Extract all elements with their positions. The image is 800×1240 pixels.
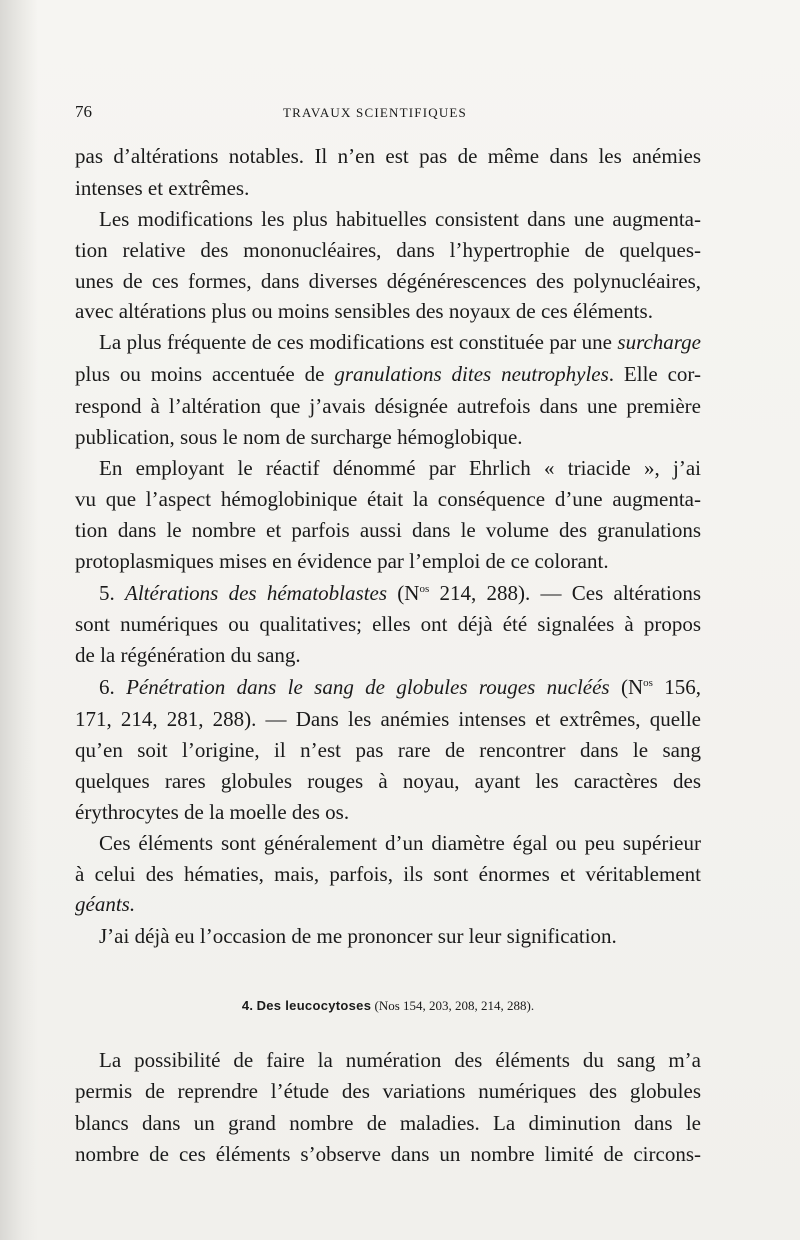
italic-run: surcharge (617, 330, 701, 354)
text-line: vu que l’aspect hémoglobinique était la conséquence d’une augmenta- (75, 487, 701, 511)
text-line: de la régénération du sang. (75, 643, 301, 667)
running-head: TRAVAUX SCIENTIFIQUES (283, 105, 467, 120)
text-run: La plus fréquente de ces modifications est constituée par une (99, 330, 618, 354)
text-run: 156, (652, 675, 701, 699)
text-line: tion dans le nombre et parfois aussi dans le volume des granulations (75, 518, 701, 542)
text-line: tion relative des mononucléaires, dans l’hypertrophie de quelques- (75, 238, 701, 262)
section-number: 4. (241, 998, 254, 1013)
text-line: publication, sous le nom de surcharge hémoglobique. (75, 425, 523, 449)
text-line: Ces éléments sont généralement d’un diamètre égal ou peu supérieur (99, 831, 701, 855)
italic-run: granulations dites neutrophyles (334, 362, 609, 386)
text-line: blancs dans un grand nombre de maladies. La diminution dans le (75, 1111, 701, 1135)
superscript: os (419, 583, 430, 595)
text-line (75, 671, 701, 703)
text-line (75, 326, 701, 358)
text-line: Les modifications les plus habituelles consistent dans une augmenta- (99, 207, 701, 231)
italic-run: Pénétration dans le sang de globules rouges nucléés (126, 675, 610, 699)
text-run: 5. (99, 581, 126, 605)
text-line: unes de ces formes, dans diverses dégénérescences des polynucléaires, (75, 269, 701, 293)
page-header (75, 102, 700, 122)
text-line: qu’en soit l’origine, il n’est pas rare de rencontrer dans le sang (75, 738, 701, 762)
text-line: 171, 214, 281, 288). — Dans les anémies intenses et extrêmes, quelle (75, 707, 701, 731)
text-run: 214, 288). — Ces altérations (429, 581, 701, 605)
text-line (75, 358, 701, 390)
section-references: (Nos 154, 203, 208, 214, 288). (374, 998, 535, 1013)
italic-run: géants. (75, 892, 136, 916)
text-line: intenses et extrêmes. (75, 176, 250, 200)
text-run: (N (387, 581, 420, 605)
text-line: pas d’altérations notables. Il n’en est pas de même dans les anémies (75, 144, 701, 168)
text-run: . Elle cor- (608, 362, 701, 386)
text-line (75, 577, 701, 609)
text-line: J’ai déjà eu l’occasion de me prononcer sur leur signification. (99, 924, 617, 948)
text-line: La possibilité de faire la numération des éléments du sang m’a (99, 1048, 701, 1072)
text-line: En employant le réactif dénommé par Ehrlich « triacide », j’ai (99, 456, 701, 480)
text-run: plus ou moins accentuée de (75, 362, 335, 386)
superscript: os (643, 677, 653, 689)
text-line: protoplasmiques mises en évidence par l’emploi de ce colorant. (75, 549, 609, 573)
section-title: Des leucocytoses (256, 998, 372, 1013)
italic-run: Altérations des hématoblastes (125, 581, 388, 605)
text-line: quelques rares globules rouges à noyau, ayant les caractères des (75, 769, 701, 793)
text-line: permis de reprendre l’étude des variations numériques des globules (75, 1079, 701, 1103)
text-line: érythrocytes de la moelle des os. (75, 800, 350, 824)
binding-shadow (0, 0, 38, 1240)
text-line: nombre de ces éléments s’observe dans un nombre limité de circons- (75, 1142, 701, 1166)
text-line: avec altérations plus ou moins sensibles des noyaux de ces éléments. (75, 299, 653, 323)
text-line: respond à l’altération que j’avais désignée autrefois dans une première (75, 394, 701, 418)
page-number: 76 (75, 102, 92, 121)
section-heading (75, 994, 701, 1018)
text-line (75, 888, 701, 920)
text-line: à celui des hématies, mais, parfois, ils sont énormes et véritablement (75, 862, 701, 886)
text-run: (N (609, 675, 644, 699)
text-run: 6. (99, 675, 127, 699)
text-line: sont numériques ou qualitatives; elles ont déjà été signalées à propos (75, 612, 701, 636)
